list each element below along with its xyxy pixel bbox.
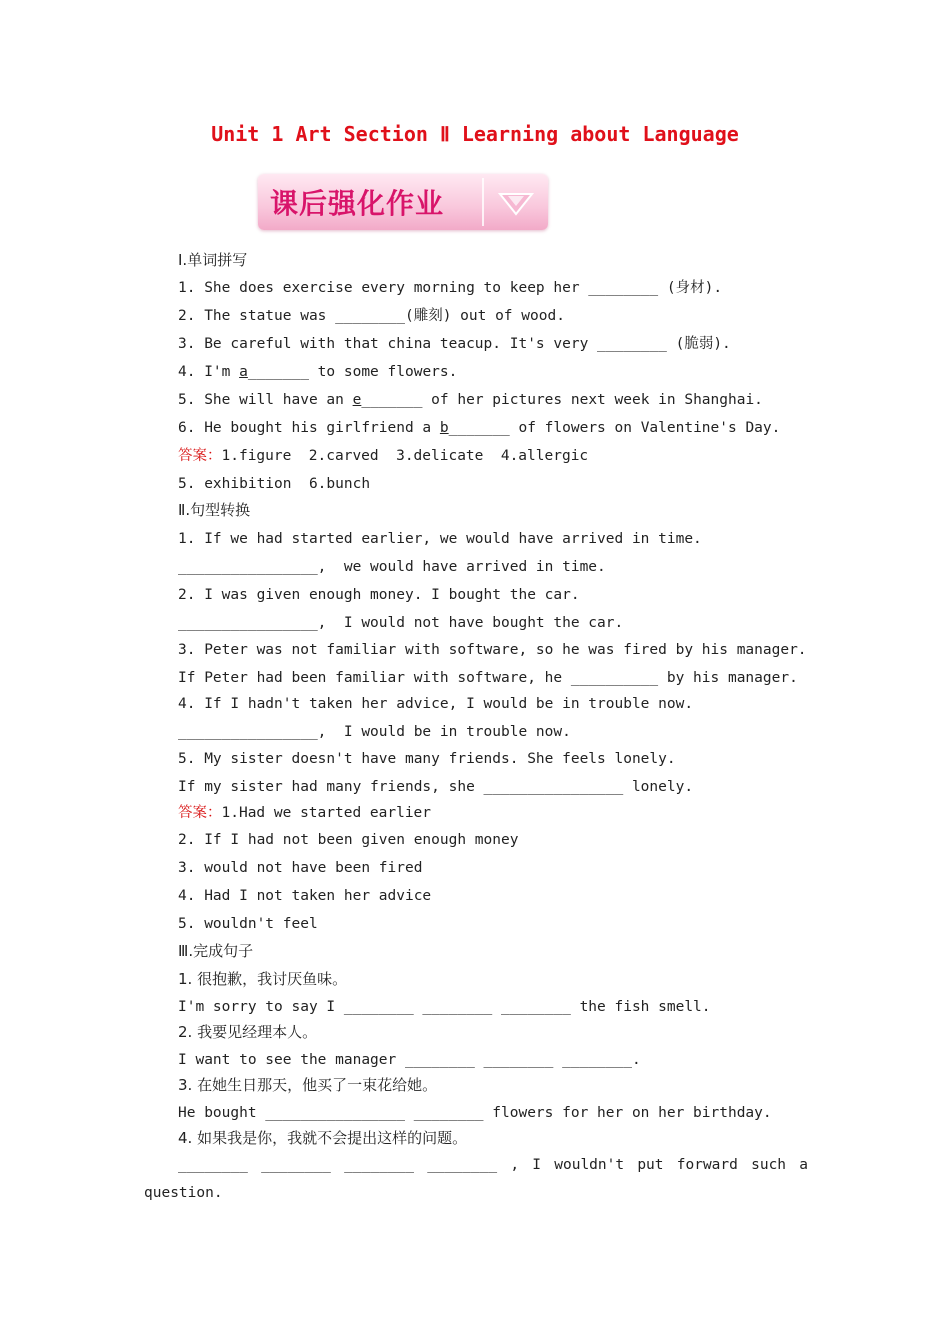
s3-english-4-cont: question. xyxy=(144,1185,223,1201)
s3-chinese-4: 4. 如果我是你，我就不会提出这样的问题。 xyxy=(178,1129,468,1147)
s1-question-1: 1. She does exercise every morning to keep her ________ (身材). xyxy=(178,280,723,296)
section-1-heading: Ⅰ.单词拼写 xyxy=(178,251,248,269)
s2-line-5: 3. Peter was not familiar with software, so he was fired by his manager. xyxy=(178,642,807,658)
s2-line-4: ________________, I would not have bought the car. xyxy=(178,615,624,631)
banner-divider xyxy=(482,178,484,226)
s3-english-3: He bought ________________ ________ flowers for her on her birthday. xyxy=(178,1105,772,1121)
s3-chinese-1: 1. 很抱歉，我讨厌鱼味。 xyxy=(178,970,348,988)
homework-banner xyxy=(258,174,548,230)
s2-answer-1: 答案：1.Had we started earlier xyxy=(178,805,432,821)
s2-line-9: 5. My sister doesn't have many friends. She feels lonely. xyxy=(178,751,676,767)
answer-label: 答案： xyxy=(178,448,222,464)
s1-answers-cont: 5. exhibition 6.bunch xyxy=(178,476,371,492)
s2-line-8: ________________, I would be in trouble now. xyxy=(178,724,571,740)
s2-answer-3: 3. would not have been fired xyxy=(178,860,423,876)
s3-chinese-3: 3. 在她生日那天，他买了一束花给她。 xyxy=(178,1076,438,1094)
section-3-heading: Ⅲ.完成句子 xyxy=(178,942,254,960)
s2-line-1: 1. If we had started earlier, we would have arrived in time. xyxy=(178,531,702,547)
section-2-heading: Ⅱ.句型转换 xyxy=(178,501,251,519)
s3-chinese-2: 2. 我要见经理本人。 xyxy=(178,1023,318,1041)
chevron-down-icon xyxy=(494,184,538,220)
s2-line-2: ________________, we would have arrived in time. xyxy=(178,559,606,575)
s3-english-2: I want to see the manager ________ ________ ________. xyxy=(178,1052,641,1068)
s2-line-10: If my sister had many friends, she ________________ lonely. xyxy=(178,779,694,795)
s1-question-5: 5. She will have an e_______ of her pictures next week in Shanghai. xyxy=(178,392,763,408)
s3-english-4: ________ ________ ________ ________ , I wouldn't put forward such a xyxy=(178,1157,808,1173)
s2-answer-4: 4. Had I not taken her advice xyxy=(178,888,432,904)
s2-line-3: 2. I was given enough money. I bought the car. xyxy=(178,587,580,603)
s2-line-7: 4. If I hadn't taken her advice, I would be in trouble now. xyxy=(178,696,694,712)
s1-question-3: 3. Be careful with that china teacup. It's very ________ (脆弱). xyxy=(178,336,731,352)
document-title: Unit 1 Art Section Ⅱ Learning about Language xyxy=(211,122,739,146)
s1-question-2: 2. The statue was ________(雕刻) out of wood. xyxy=(178,308,565,324)
s1-answers: 答案：1.figure 2.carved 3.delicate 4.allergic xyxy=(178,448,589,464)
s2-answer-2: 2. If I had not been given enough money xyxy=(178,832,519,848)
s1-question-6: 6. He bought his girlfriend a b_______ of flowers on Valentine's Day. xyxy=(178,420,781,436)
s2-line-6: If Peter had been familiar with software, he __________ by his manager. xyxy=(178,670,798,686)
s2-answer-5: 5. wouldn't feel xyxy=(178,916,318,932)
s1-question-4: 4. I'm a_______ to some flowers. xyxy=(178,364,458,380)
banner-label: 课后强化作业 xyxy=(270,187,445,220)
s3-english-1: I'm sorry to say I ________ ________ ________ the fish smell. xyxy=(178,999,711,1015)
answer-label: 答案： xyxy=(178,805,222,821)
